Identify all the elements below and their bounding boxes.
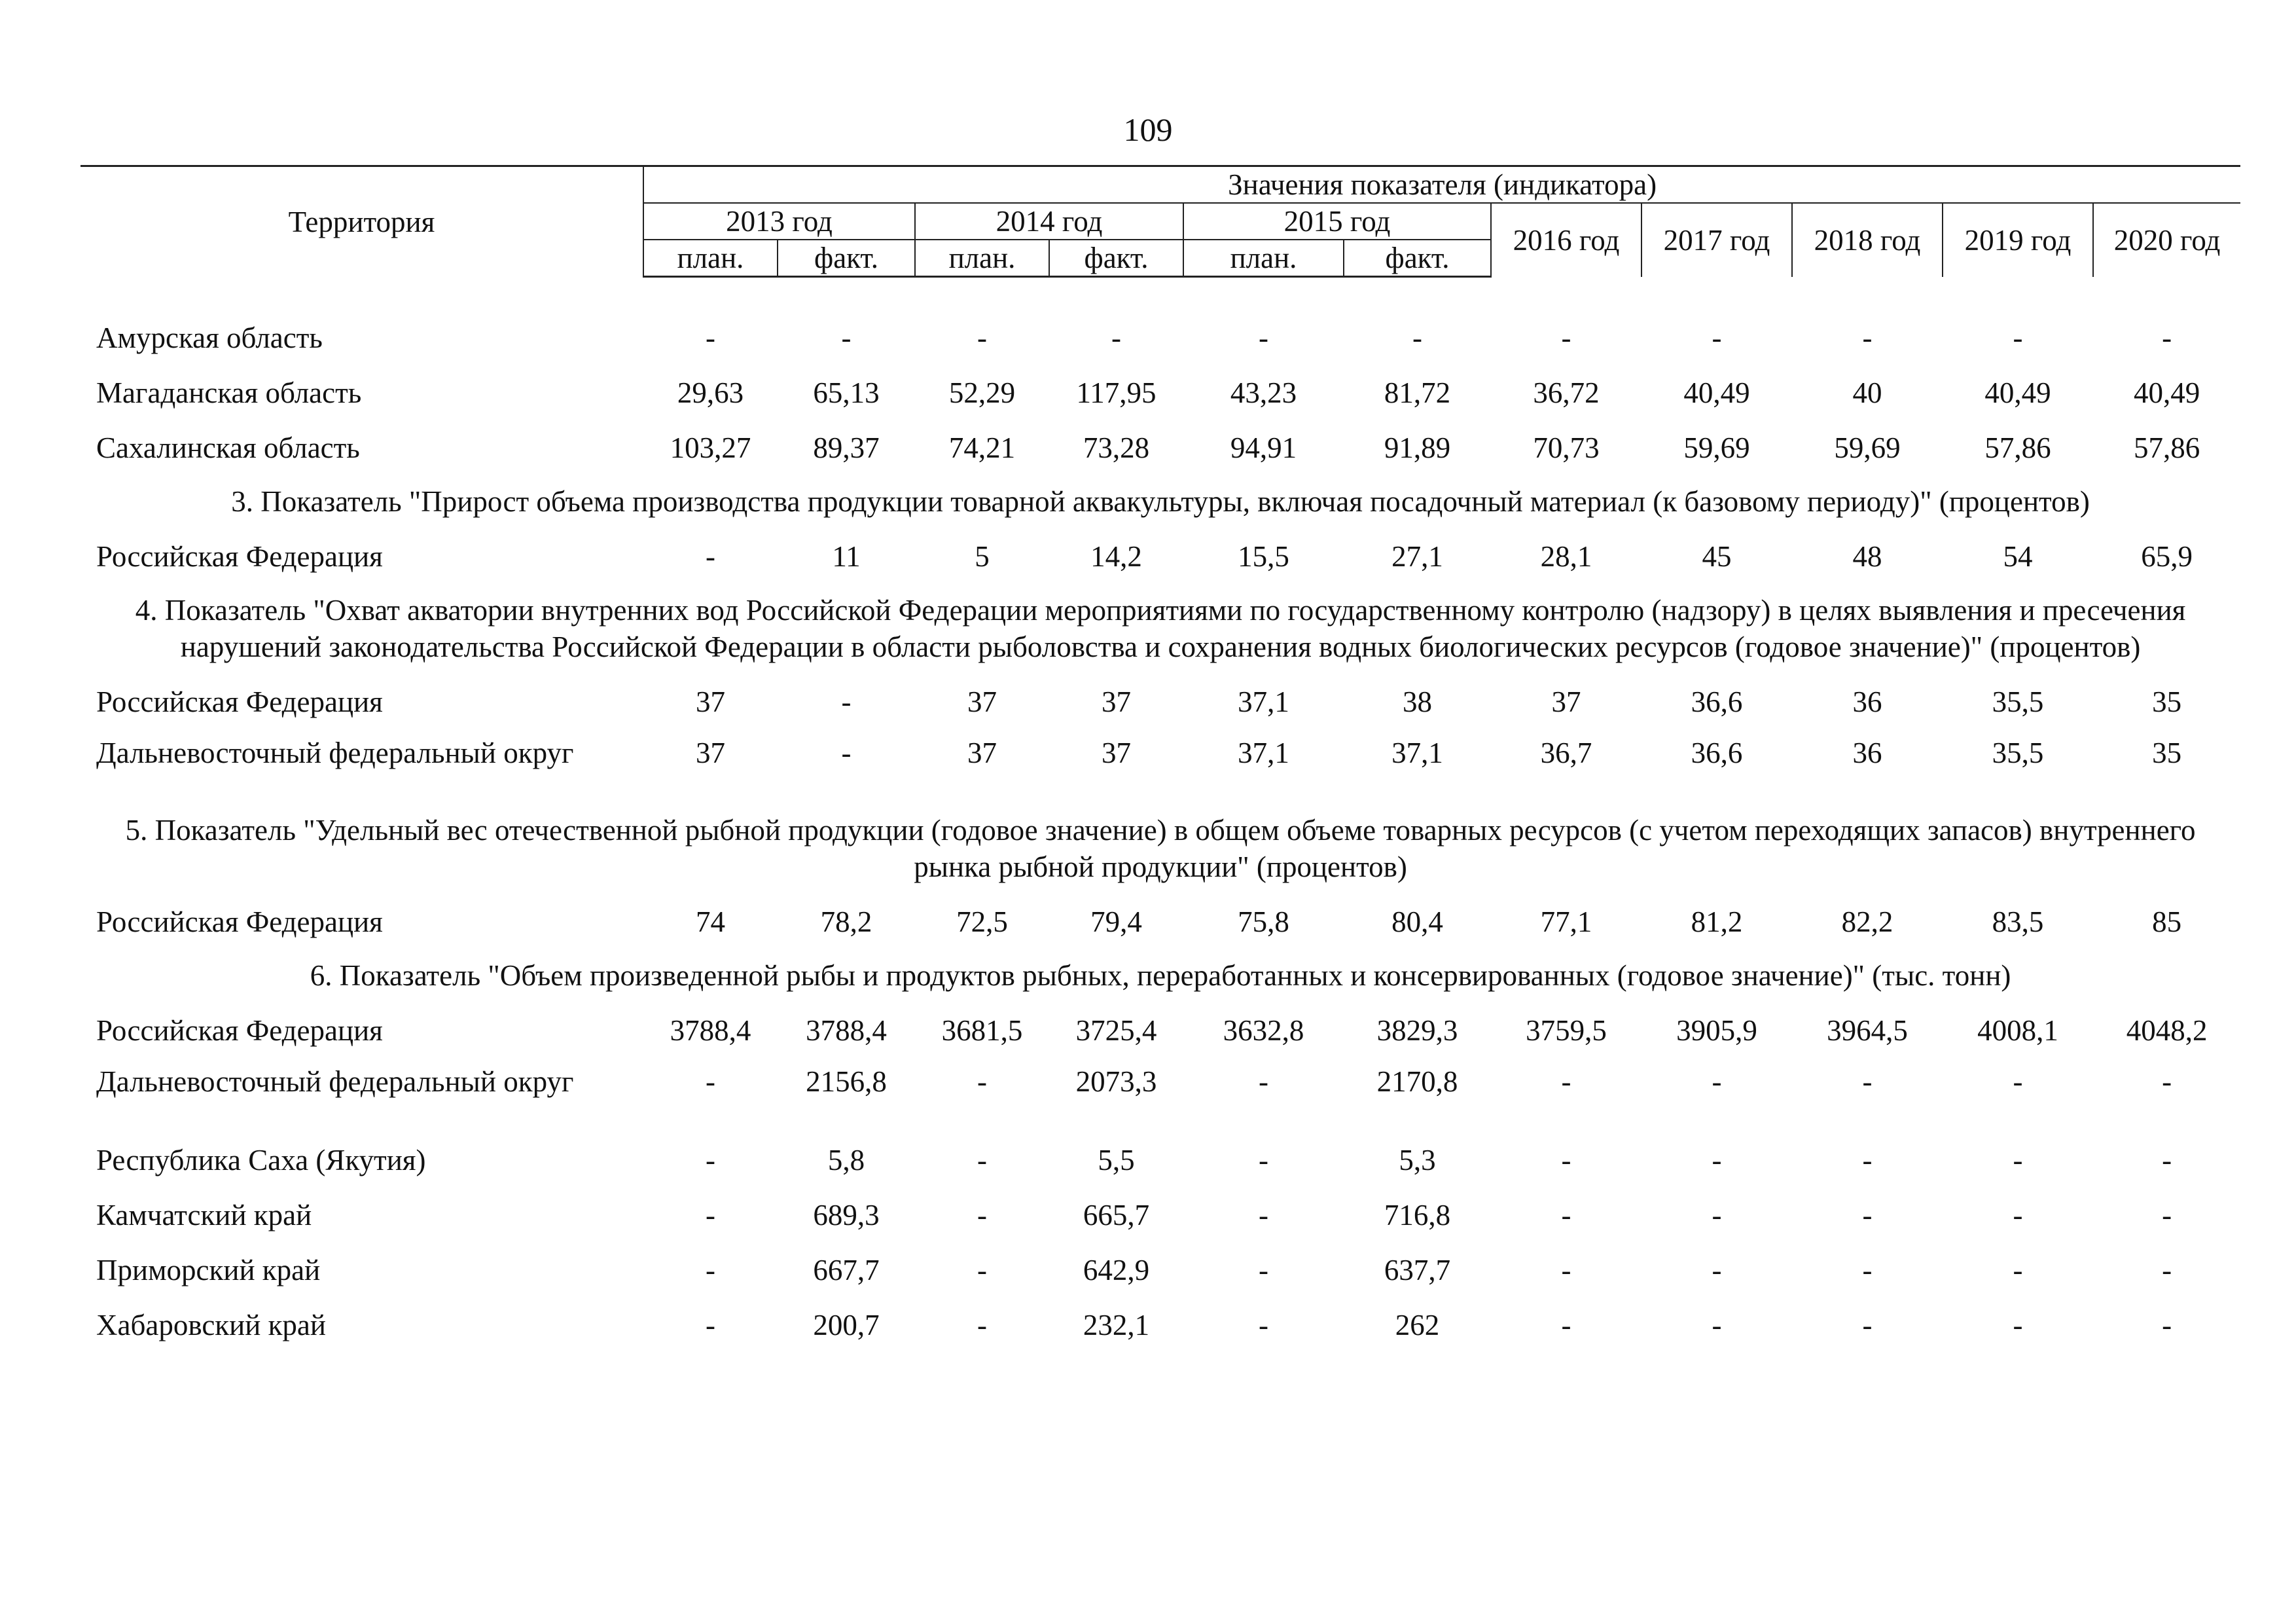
sub-header-fact: факт. [778,240,915,277]
section-title-row [81,804,2240,894]
year-header-2013: 2013 год [643,203,915,240]
value-cell: 45 [1702,540,1732,573]
value-cell: - [706,321,715,354]
value-cell: 75,8 [1238,905,1289,938]
value-cell: 27,1 [1391,540,1443,573]
value-cell: 35,5 [1992,737,2044,769]
value-cell: 52,29 [948,376,1016,409]
value-cell: 73,28 [1083,431,1150,464]
value-cell: - [2162,1065,2172,1098]
value-cell: 36,6 [1691,685,1743,718]
value-cell: - [1862,1144,1873,1176]
value-cell: 36,72 [1533,376,1600,409]
value-cell: 94,91 [1230,431,1297,464]
value-cell: - [977,1065,987,1098]
value-cell: - [1561,1254,1571,1286]
value-cell: 37,1 [1238,737,1289,769]
table-row [81,1133,2240,1188]
section-title-row [81,475,2240,529]
value-cell: 40,49 [1683,376,1750,409]
value-cell: - [1712,1309,1722,1341]
value-cell: - [977,1144,987,1176]
year-header-2017: 2017 год [1641,203,1792,277]
value-cell: 70,73 [1533,431,1600,464]
value-cell: 37 [967,685,997,718]
table-row [81,1188,2240,1243]
territory-name: Камчатский край [96,1199,312,1231]
value-cell: - [977,1199,987,1231]
year-header-2020: 2020 год [2093,203,2240,277]
indicator-table [81,165,2240,1353]
value-cell: 81,72 [1384,376,1451,409]
value-cell: - [1561,1065,1571,1098]
value-cell: - [1259,1065,1268,1098]
value-cell: 36,6 [1691,737,1743,769]
value-cell: 37 [967,737,997,769]
value-cell: - [2013,1254,2023,1286]
value-cell: 4008,1 [1977,1014,2058,1047]
year-header-2016: 2016 год [1491,203,1641,277]
value-cell: 65,13 [813,376,880,409]
value-cell: - [1111,321,1121,354]
value-cell: 5 [975,540,990,573]
value-cell: 37 [1102,737,1131,769]
value-cell: - [706,1309,715,1341]
value-cell: 3905,9 [1676,1014,1757,1047]
page-number: 109 [1123,111,1173,148]
territory-name: Российская Федерация [96,905,383,938]
value-cell: 3829,3 [1376,1014,1458,1047]
table-row [81,529,2240,584]
value-cell: - [2162,1144,2172,1176]
value-cell: 15,5 [1238,540,1289,573]
section-title: 4. Показатель "Охват акватории внутренних вод Российской Федерации мероприятиями по государственному контролю (надзору) в целях выявления и пресечения нарушений законодательства Российской Федерации в области рыболовства и сохранения водных биологических ресурсов (годовое значение)" (процентов) [135,594,2186,663]
value-cell: 43,23 [1230,376,1297,409]
territory-name: Республика Саха (Якутия) [96,1144,426,1176]
value-cell: - [2013,1144,2023,1176]
section-title-row [81,584,2240,674]
value-cell: 38 [1403,685,1432,718]
value-cell: 642,9 [1083,1254,1150,1286]
value-cell: - [1712,1199,1722,1231]
value-cell: 65,9 [2141,540,2193,573]
value-cell: - [977,1309,987,1341]
value-cell: - [1712,1144,1722,1176]
value-cell: 37 [696,737,725,769]
table-body [81,277,2240,1353]
value-cell: - [2013,1199,2023,1231]
value-cell: - [1862,1254,1873,1286]
value-cell: 3788,4 [806,1014,887,1047]
value-cell: 232,1 [1083,1309,1150,1341]
value-cell: - [841,685,852,718]
value-cell: - [2162,1199,2172,1231]
value-cell: - [1561,321,1571,354]
sub-header-fact: факт. [1049,240,1183,277]
value-cell: 2156,8 [806,1065,887,1098]
value-cell: - [1561,1144,1571,1176]
value-cell: - [1259,1144,1268,1176]
value-cell: 79,4 [1090,905,1142,938]
territory-name: Российская Федерация [96,685,383,718]
section-title: 3. Показатель "Прирост объема производства продукции товарной аквакультуры, включая посадочный материал (к базовому периоду)" (процентов) [231,485,2090,518]
value-cell: - [706,1254,715,1286]
territory-header: Территория [81,166,643,277]
section-title-row [81,949,2240,1003]
value-cell: 36 [1852,685,1882,718]
value-cell: 72,5 [956,905,1008,938]
territory-name: Сахалинская область [96,431,360,464]
value-cell: - [2013,1065,2023,1098]
section-title: 5. Показатель "Удельный вес отечественной рыбной продукции (годовое значение) в общем объеме товарных ресурсов (с учетом переходящих запасов) внутреннего рынка рыбной продукции" (процентов) [125,814,2196,883]
value-cell: 85 [2152,905,2182,938]
table-row [81,365,2240,420]
section-title: 6. Показатель "Объем произведенной рыбы и продуктов рыбных, переработанных и консервированных (годовое значение)" (тыс. тонн) [310,959,2011,992]
value-cell: 5,5 [1098,1144,1135,1176]
value-cell: 74 [696,905,725,938]
value-cell: 2170,8 [1376,1065,1458,1098]
value-cell: - [1712,1065,1722,1098]
value-cell: - [706,1199,715,1231]
value-cell: 689,3 [813,1199,880,1231]
value-cell: 35 [2152,737,2182,769]
territory-name: Хабаровский край [96,1309,326,1341]
value-cell: - [1862,321,1873,354]
value-cell: - [2013,1309,2023,1341]
value-cell: - [2162,1309,2172,1341]
value-cell: - [1412,321,1422,354]
value-cell: 3681,5 [941,1014,1023,1047]
value-cell: - [1561,1309,1571,1341]
value-cell: 37 [1102,685,1131,718]
value-cell: - [2013,321,2023,354]
sub-header-plan: план. [643,240,778,277]
value-cell: 103,27 [670,431,751,464]
territory-name: Дальневосточный федеральный округ [96,1065,574,1098]
value-cell: - [1862,1199,1873,1231]
value-cell: - [1259,1254,1268,1286]
sub-header-fact: факт. [1344,240,1491,277]
value-cell: 40,49 [1984,376,2051,409]
value-cell: 37 [696,685,725,718]
territory-name: Амурская область [96,321,323,354]
value-cell: 59,69 [1834,431,1901,464]
value-cell: 35,5 [1992,685,2044,718]
value-cell: - [706,1065,715,1098]
year-header-2018: 2018 год [1792,203,1943,277]
table-row [81,1298,2240,1353]
value-cell: - [841,737,852,769]
value-cell: - [2162,1254,2172,1286]
value-cell: 637,7 [1384,1254,1451,1286]
value-cell: 57,86 [1984,431,2051,464]
year-header-2014: 2014 год [915,203,1183,240]
territory-name: Российская Федерация [96,1014,383,1047]
value-cell: 4048,2 [2126,1014,2208,1047]
value-cell: 57,86 [2133,431,2200,464]
territory-name: Российская Федерация [96,540,383,573]
value-cell: 83,5 [1992,905,2044,938]
value-cell: 36 [1852,737,1882,769]
year-header-2015: 2015 год [1183,203,1491,240]
value-cell: 29,63 [677,376,744,409]
value-cell: 3759,5 [1526,1014,1607,1047]
value-cell: 40 [1852,376,1882,409]
indicator-values-header: Значения показателя (индикатора) [643,166,2240,204]
value-cell: 78,2 [820,905,872,938]
territory-name: Приморский край [96,1254,321,1286]
value-cell: 5,3 [1399,1144,1436,1176]
value-cell: - [1712,1254,1722,1286]
value-cell: 80,4 [1391,905,1443,938]
value-cell: 667,7 [813,1254,880,1286]
table-row [81,729,2240,804]
value-cell: 35 [2152,685,2182,718]
value-cell: 81,2 [1691,905,1743,938]
value-cell: 36,7 [1540,737,1592,769]
table-header [81,166,2240,277]
table-row [81,420,2240,475]
value-cell: 37,1 [1238,685,1289,718]
table-row [81,894,2240,949]
value-cell: 74,21 [948,431,1016,464]
sub-header-plan: план. [915,240,1049,277]
value-cell: - [1561,1199,1571,1231]
table-row [81,1058,2240,1133]
value-cell: - [1259,321,1268,354]
value-cell: 40,49 [2133,376,2200,409]
value-cell: 89,37 [813,431,880,464]
value-cell: 3632,8 [1223,1014,1304,1047]
territory-name: Дальневосточный федеральный округ [96,737,574,769]
value-cell: 3964,5 [1827,1014,1908,1047]
table-row [81,1243,2240,1298]
value-cell: 54 [2003,540,2033,573]
value-cell: 716,8 [1384,1199,1451,1231]
value-cell: 37 [1551,685,1581,718]
value-cell: 262 [1395,1309,1440,1341]
value-cell: 82,2 [1841,905,1893,938]
value-cell: 28,1 [1540,540,1592,573]
territory-name: Магаданская область [96,376,362,409]
value-cell: - [706,540,715,573]
value-cell: 3788,4 [670,1014,751,1047]
value-cell: - [1259,1199,1268,1231]
value-cell: - [2162,321,2172,354]
value-cell: - [841,321,852,354]
sub-header-plan: план. [1183,240,1344,277]
value-cell: 59,69 [1683,431,1750,464]
value-cell: - [1712,321,1722,354]
value-cell: 3725,4 [1075,1014,1157,1047]
value-cell: 48 [1852,540,1882,573]
table-row [81,1003,2240,1058]
value-cell: - [1259,1309,1268,1341]
value-cell: 5,8 [827,1144,865,1176]
table-row [81,674,2240,729]
value-cell: - [1862,1065,1873,1098]
value-cell: 77,1 [1540,905,1592,938]
value-cell: 665,7 [1083,1199,1150,1231]
value-cell: 200,7 [813,1309,880,1341]
value-cell: 117,95 [1076,376,1157,409]
table-row [81,310,2240,365]
value-cell: 37,1 [1391,737,1443,769]
value-cell: 11 [832,540,861,573]
value-cell: - [977,321,987,354]
value-cell: - [706,1144,715,1176]
value-cell: - [977,1254,987,1286]
year-header-2019: 2019 год [1943,203,2093,277]
value-cell: 14,2 [1090,540,1142,573]
value-cell: 2073,3 [1075,1065,1157,1098]
value-cell: - [1862,1309,1873,1341]
value-cell: 91,89 [1384,431,1451,464]
